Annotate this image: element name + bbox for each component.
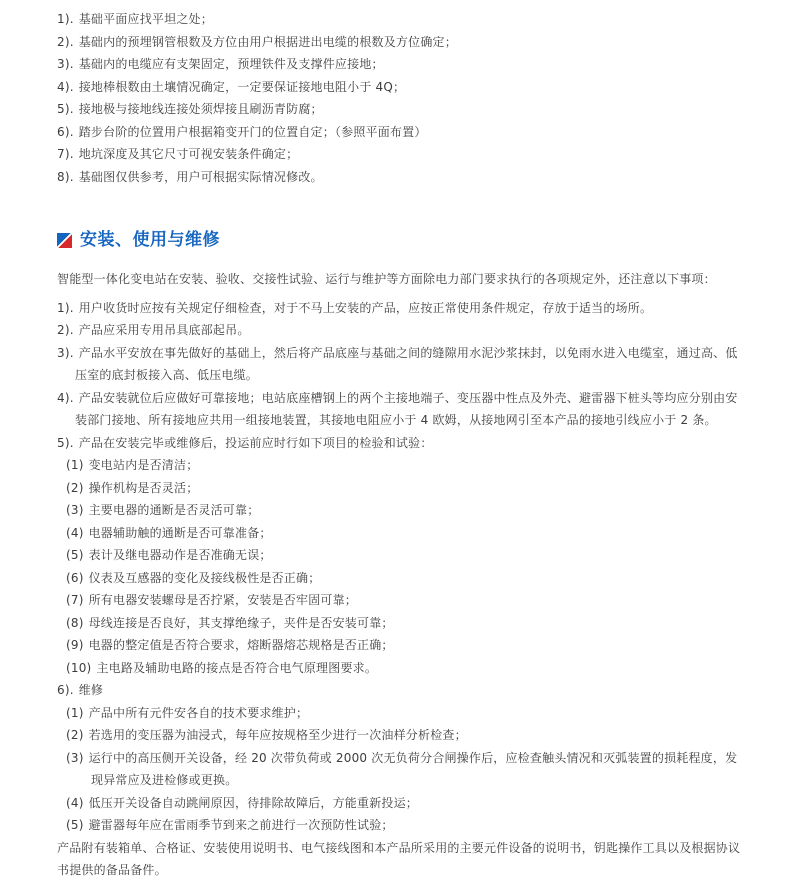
foundation-notes-list: [57, 8, 748, 188]
list-item-text: 仪表及互感器的变化及接线极性是否正确；: [88, 570, 321, 585]
list-item: [57, 432, 748, 455]
list-item-marker: (3): [66, 503, 84, 517]
list-item-marker: 3).: [57, 57, 74, 71]
list-item: [66, 567, 748, 590]
list-item-text: 变电站内是否清洁；: [88, 458, 199, 472]
list-item-text: 电器的整定值是否符合要求，熔断器熔芯规格是否正确；: [88, 638, 394, 652]
list-item: [57, 387, 748, 432]
list-item-text: 基础图仅供参考，用户可根据实际情况修改。: [78, 169, 323, 184]
list-item: [57, 342, 748, 387]
list-item: [66, 724, 748, 747]
list-item-marker: (9): [66, 638, 84, 652]
list-item-marker: (2): [66, 480, 84, 495]
section-header: [57, 228, 748, 252]
list-item-marker: (7): [66, 593, 84, 607]
list-item-text: 主要电器的通断是否灵活可靠；: [88, 503, 260, 517]
list-item-text: 电器辅助触的通断是否可靠准备；: [88, 525, 272, 540]
list-item: [66, 589, 748, 612]
installation-notes-list: [57, 297, 748, 837]
list-item-text: 产品水平安放在事先做好的基础上，然后将产品底座与基础之间的缝隙用水泥沙浆抹封，以免雨水进入电缆室，通过高、低压室的底封板接入高、低压电缆。: [75, 345, 738, 382]
list-item-text: 用户收货时应按有关规定仔细检查，对于不马上安装的产品，应按正常使用条件规定，存放于适当的场所。: [78, 300, 653, 315]
list-item-text: 产品中所有元件安各自的技术要求维护；: [88, 705, 309, 720]
list-item-text: 基础内的电缆应有支架固定，预埋铁件及支撑件应接地；: [78, 57, 384, 71]
list-item: [57, 31, 748, 54]
list-item: [66, 544, 748, 567]
list-item: [66, 814, 748, 837]
list-item: [66, 792, 748, 815]
list-item-text: 接地极与接地线连接处须焊接且刷沥青防腐；: [78, 102, 323, 116]
list-item: [57, 76, 748, 99]
list-item: [66, 499, 748, 522]
list-item-marker: (4): [66, 525, 84, 540]
list-item: [57, 679, 748, 702]
list-item: [57, 8, 748, 31]
list-item: [57, 121, 748, 144]
list-item: [57, 98, 748, 121]
list-item-marker: (10): [66, 660, 92, 675]
list-item-text: 低压开关设备自动跳闸原因，待排除故障后，方能重新投运；: [88, 795, 419, 810]
list-item-marker: 3).: [57, 345, 74, 360]
list-item: [57, 319, 748, 342]
list-item-marker: (5): [66, 548, 84, 562]
list-item-marker: (4): [66, 795, 84, 810]
list-item-marker: (1): [66, 458, 84, 472]
list-item-marker: 8).: [57, 169, 74, 184]
list-item-text: 产品在安装完毕或维修后，投运前应时行如下项目的检验和试验：: [78, 435, 433, 450]
list-item-text: 产品应采用专用吊具底部起吊。: [78, 323, 250, 337]
list-item: [57, 166, 748, 189]
list-item-marker: 4).: [57, 390, 74, 405]
list-item-text: 表计及继电器动作是否准确无误；: [88, 548, 272, 562]
list-item-marker: 7).: [57, 147, 74, 161]
list-item: [66, 522, 748, 545]
list-item: [66, 634, 748, 657]
list-item-text: 避雷器每年应在雷雨季节到来之前进行一次预防性试验；: [88, 818, 394, 832]
list-item-marker: 2).: [57, 323, 74, 337]
section-title: 安装、使用与维修: [80, 230, 220, 250]
list-item-text: 产品安装就位后应做好可靠接地；电站底座槽钢上的两个主接地端子、变压器中性点及外壳、避雷器下桩头等均应分别由安装部门接地、所有接地应共用一组接地装置，其接地电阻应小于 4 欧姆，从接地网引至本产品的接地引线应小于 2 条。: [75, 390, 738, 427]
list-item-text: 踏步台阶的位置用户根据箱变开门的位置自定；（参照平面布置）: [78, 124, 427, 139]
list-item: [66, 612, 748, 635]
list-item-text: 操作机构是否灵活；: [88, 480, 199, 495]
list-item-marker: (1): [66, 705, 84, 720]
section-intro-paragraph: 智能型一体化变电站在安装、验收、交接性试验、运行与维护等方面除电力部门要求执行的各项规定外，还注意以下事项：: [57, 272, 716, 286]
list-item-text: 基础平面应找平坦之处；: [78, 12, 213, 26]
list-item-marker: 1).: [57, 12, 74, 26]
list-item: [66, 657, 748, 680]
list-item-marker: 5).: [57, 435, 74, 450]
list-item-marker: (5): [66, 818, 84, 832]
list-item: [57, 53, 748, 76]
list-item-marker: (3): [66, 750, 84, 765]
list-item: [66, 747, 748, 792]
list-item-text: 运行中的高压侧开关设备，经 20 次带负荷或 2000 次无负荷分合闸操作后，应检查触头情况和灭弧装置的损耗程度，发现异常应及进检修或更换。: [88, 750, 738, 787]
list-item-marker: 6).: [57, 683, 74, 697]
list-item: [57, 297, 748, 320]
closing-paragraph: 产品附有装箱单、合格证、安装使用说明书、电气接线图和本产品所采用的主要元件设备的说明书，钥匙操作工具以及根据协议书提供的备品备件。: [57, 840, 741, 877]
diagonal-split-square-icon: [57, 233, 72, 248]
list-item-marker: 5).: [57, 102, 74, 116]
list-item-text: 所有电器安装螺母是否拧紧，安装是否牢固可靠；: [88, 593, 358, 607]
list-item-marker: (2): [66, 728, 84, 742]
list-item-marker: (6): [66, 570, 84, 585]
list-item-text: 基础内的预埋钢管根数及方位由用户根据进出电缆的根数及方位确定；: [78, 34, 457, 49]
list-item-text: 主电路及辅助电路的接点是否符合电气原理图要求。: [96, 660, 378, 675]
list-item-marker: (8): [66, 615, 84, 630]
list-item: [66, 702, 748, 725]
list-item-marker: 1).: [57, 300, 74, 315]
list-item-text: 地坑深度及其它尺寸可视安装条件确定；: [78, 147, 299, 161]
list-item-text: 母线连接是否良好，其支撑绝缘子，夹件是否安装可靠；: [88, 615, 394, 630]
list-item-text: 维修: [78, 683, 104, 697]
list-item: [66, 477, 748, 500]
list-item-marker: 4).: [57, 79, 74, 94]
list-item: [57, 143, 748, 166]
list-item-marker: 6).: [57, 124, 74, 139]
list-item: [66, 454, 748, 477]
list-item-marker: 2).: [57, 34, 74, 49]
list-item-text: 若选用的变压器为油浸式，每年应按规格至少进行一次油样分析检查；: [88, 728, 467, 742]
list-item-text: 接地棒根数由土壤情况确定，一定要保证接地电阻小于 4Q；: [78, 79, 406, 94]
